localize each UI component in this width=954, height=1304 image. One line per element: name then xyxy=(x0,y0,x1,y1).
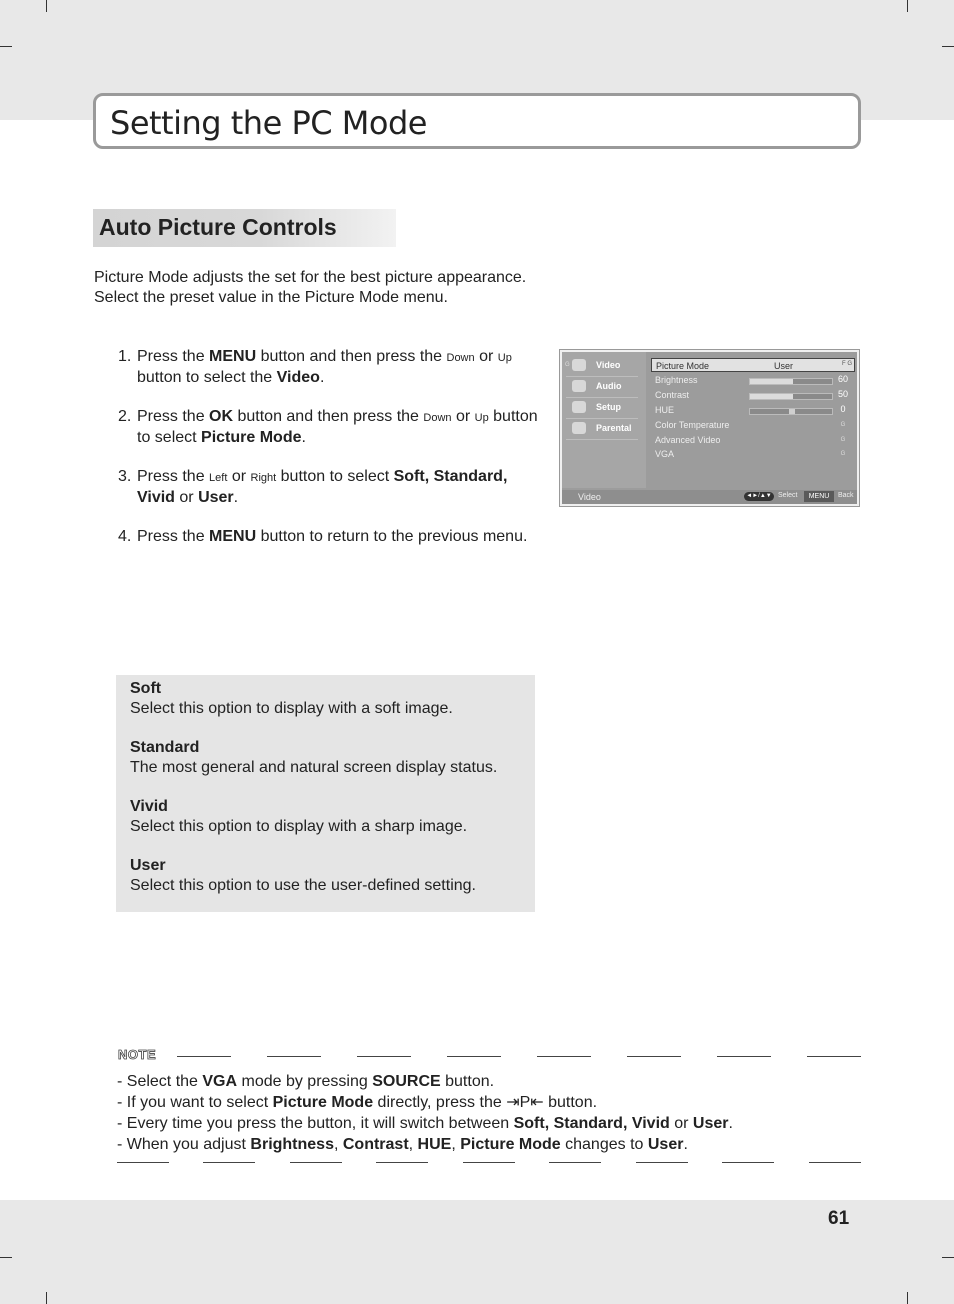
note-text: - Select the xyxy=(117,1073,203,1090)
osd-row-label[interactable]: Contrast xyxy=(655,390,690,400)
note-divider xyxy=(807,1056,861,1057)
option-item xyxy=(130,679,535,719)
note-divider xyxy=(290,1162,342,1163)
osd-back-hint: Back xyxy=(838,492,854,499)
osd-row-value: G xyxy=(840,422,846,428)
osd-row-value: G xyxy=(840,437,846,443)
parental-icon xyxy=(572,422,586,434)
osd-row-value: G xyxy=(840,451,846,457)
osd-row-value: User xyxy=(774,361,794,371)
step-item xyxy=(118,407,538,448)
crop-mark xyxy=(907,0,908,12)
picture-mode-options xyxy=(116,675,535,912)
note-text: - When you adjust xyxy=(117,1136,251,1153)
step-number: 2. xyxy=(118,408,132,425)
step-item xyxy=(118,347,538,388)
osd-menu-item-video[interactable] xyxy=(566,356,638,377)
osd-menu-item-parental[interactable] xyxy=(566,419,638,440)
setup-icon xyxy=(572,401,586,413)
option-desc: Select this option to display with a soft image. xyxy=(130,700,453,717)
osd-footer xyxy=(562,490,857,504)
osd-option-list xyxy=(649,358,855,486)
note-keyword: SOURCE xyxy=(372,1073,441,1090)
note-text: or xyxy=(669,1115,693,1132)
step-number: 4. xyxy=(118,528,132,545)
note-divider xyxy=(447,1056,501,1057)
note-divider xyxy=(177,1056,231,1057)
note-text: . xyxy=(728,1115,733,1132)
step-keyword: MENU xyxy=(209,528,257,545)
note-text: button. xyxy=(440,1073,495,1090)
osd-source-label: Video xyxy=(578,492,601,502)
note-text: . xyxy=(683,1136,688,1153)
crop-mark xyxy=(907,1292,908,1304)
note-divider xyxy=(463,1162,515,1163)
note-keyword: VGA xyxy=(202,1073,238,1090)
step-text: button and then press the xyxy=(256,348,447,365)
step-text: . xyxy=(319,369,325,386)
note-text: , xyxy=(333,1136,343,1153)
picture-mode-key-icon: ⇥P⇤ xyxy=(506,1094,544,1111)
step-keyword: Video xyxy=(276,369,320,386)
osd-row-label[interactable]: VGA xyxy=(655,449,675,459)
step-text: button to select xyxy=(276,468,394,485)
key-down: Down xyxy=(446,352,475,364)
option-item xyxy=(130,797,535,837)
step-text: or xyxy=(227,468,251,485)
option-title: User xyxy=(130,857,166,874)
step-number: 1. xyxy=(118,348,132,365)
note-item xyxy=(117,1071,733,1092)
intro-line: Select the preset value in the Picture Mode menu. xyxy=(94,289,448,306)
contrast-bar-fill xyxy=(750,394,793,399)
option-item xyxy=(130,738,535,778)
note-text: button. xyxy=(543,1094,598,1111)
osd-row-mark: F G xyxy=(842,361,852,367)
crop-mark xyxy=(0,46,12,47)
note-item xyxy=(117,1134,733,1155)
step-text: button to return to the previous menu. xyxy=(256,528,528,545)
note-text: , xyxy=(408,1136,418,1153)
option-title: Soft xyxy=(130,680,162,697)
step-text: . xyxy=(233,489,239,506)
key-up: Up xyxy=(474,412,489,424)
osd-menu-label: Parental xyxy=(596,423,632,433)
note-divider xyxy=(267,1056,321,1057)
option-title: Standard xyxy=(130,739,200,756)
intro-line: Picture Mode adjusts the set for the best picture appearance. xyxy=(94,269,527,286)
osd-row-label[interactable]: Advanced Video xyxy=(655,435,721,445)
step-number: 3. xyxy=(118,468,132,485)
page-title-box xyxy=(93,93,861,149)
crop-mark xyxy=(46,0,47,12)
note-keyword: Brightness xyxy=(250,1136,334,1153)
step-keyword: Soft, Standard, Vivid xyxy=(137,468,508,506)
page-number: 61 xyxy=(828,1208,850,1229)
note-text: mode by pressing xyxy=(237,1073,373,1090)
section-title: Auto Picture Controls xyxy=(99,214,337,240)
note-divider xyxy=(537,1056,591,1057)
page-title: Setting the PC Mode xyxy=(110,104,427,142)
step-keyword: Picture Mode xyxy=(201,429,302,446)
osd-row-label[interactable]: HUE xyxy=(655,405,675,415)
step-text: or xyxy=(474,348,498,365)
contrast-bar[interactable] xyxy=(749,393,833,400)
brightness-bar-fill xyxy=(750,379,793,384)
note-divider xyxy=(117,1162,169,1163)
osd-menu-item-audio[interactable] xyxy=(566,377,638,398)
note-divider xyxy=(722,1162,774,1163)
note-divider xyxy=(376,1162,428,1163)
option-desc: The most general and natural screen display status. xyxy=(130,759,498,776)
option-title: Vivid xyxy=(130,798,168,815)
key-up: Up xyxy=(497,352,512,364)
step-item xyxy=(118,467,538,508)
option-desc: Select this option to display with a sharp image. xyxy=(130,818,468,835)
crop-mark xyxy=(942,46,954,47)
key-left: Left xyxy=(209,472,228,484)
note-divider xyxy=(549,1162,601,1163)
note-text: - Every time you press the button, it will switch between xyxy=(117,1115,514,1132)
step-text: button to select the xyxy=(137,369,277,386)
step-text: Press the xyxy=(137,528,210,545)
step-text: Press the xyxy=(137,408,210,425)
step-text: or xyxy=(174,489,199,506)
note-keyword: Picture Mode xyxy=(460,1136,561,1153)
note-label: NOTE xyxy=(118,1047,157,1062)
key-down: Down xyxy=(423,412,452,424)
note-text: - If you want to select xyxy=(117,1094,273,1111)
audio-icon xyxy=(572,380,586,392)
crop-mark xyxy=(0,1257,12,1258)
osd-select-hint: Select xyxy=(778,492,798,499)
video-icon xyxy=(572,359,586,371)
osd-row-value: 60 xyxy=(837,374,848,384)
note-item xyxy=(117,1092,733,1113)
osd-row-label: Picture Mode xyxy=(656,361,710,371)
note-text: directly, press the xyxy=(373,1094,507,1111)
note-divider xyxy=(203,1162,255,1163)
note-keyword: Soft, Standard, Vivid xyxy=(513,1115,670,1132)
osd-menu-label: Audio xyxy=(596,381,622,391)
osd-menu-panel xyxy=(562,352,646,488)
osd-row-label[interactable]: Color Temperature xyxy=(655,420,730,430)
brightness-bar[interactable] xyxy=(749,378,833,385)
note-divider xyxy=(627,1056,681,1057)
step-text: button to select xyxy=(137,408,538,446)
note-keyword: User xyxy=(692,1115,729,1132)
step-list xyxy=(118,347,538,566)
step-text: Press the xyxy=(137,348,210,365)
option-item xyxy=(130,856,535,896)
step-keyword: MENU xyxy=(209,348,257,365)
note-divider xyxy=(717,1056,771,1057)
key-right: Right xyxy=(250,472,277,484)
osd-screenshot xyxy=(559,349,860,507)
step-keyword: OK xyxy=(209,408,234,425)
note-keyword: HUE xyxy=(417,1136,452,1153)
osd-corner-mark: G xyxy=(565,362,570,368)
osd-row-label[interactable]: Brightness xyxy=(655,375,698,385)
step-item xyxy=(118,527,538,547)
osd-row-value: 50 xyxy=(837,389,848,399)
crop-mark xyxy=(46,1292,47,1304)
step-text: button and then press the xyxy=(233,408,424,425)
hue-bar[interactable] xyxy=(749,408,833,415)
osd-menu-key: MENU xyxy=(804,491,834,502)
note-divider xyxy=(357,1056,411,1057)
footer-band xyxy=(0,1200,954,1304)
intro-text xyxy=(94,268,526,308)
note-list xyxy=(117,1071,733,1155)
arrows-icon: ◄►/▲▼ xyxy=(744,492,774,501)
step-text: Press the xyxy=(137,468,210,485)
osd-menu-label: Video xyxy=(596,360,621,370)
osd-row-value: 0 xyxy=(840,404,846,414)
step-keyword: User xyxy=(198,489,234,506)
note-text: changes to xyxy=(560,1136,648,1153)
osd-screen xyxy=(562,352,857,504)
osd-menu-item-setup[interactable] xyxy=(566,398,638,419)
option-desc: Select this option to use the user-defined setting. xyxy=(130,877,476,894)
note-keyword: Contrast xyxy=(342,1136,409,1153)
step-text: or xyxy=(451,408,475,425)
osd-picture-mode-row[interactable] xyxy=(651,358,855,372)
note-item xyxy=(117,1113,733,1134)
crop-mark xyxy=(942,1257,954,1258)
note-divider xyxy=(809,1162,861,1163)
osd-menu-label: Setup xyxy=(596,402,622,412)
note-divider xyxy=(636,1162,688,1163)
section-heading xyxy=(93,209,396,247)
note-text: , xyxy=(451,1136,461,1153)
step-text: . xyxy=(301,429,306,446)
note-keyword: User xyxy=(647,1136,684,1153)
note-keyword: Picture Mode xyxy=(272,1094,374,1111)
hue-bar-knob xyxy=(789,409,795,414)
